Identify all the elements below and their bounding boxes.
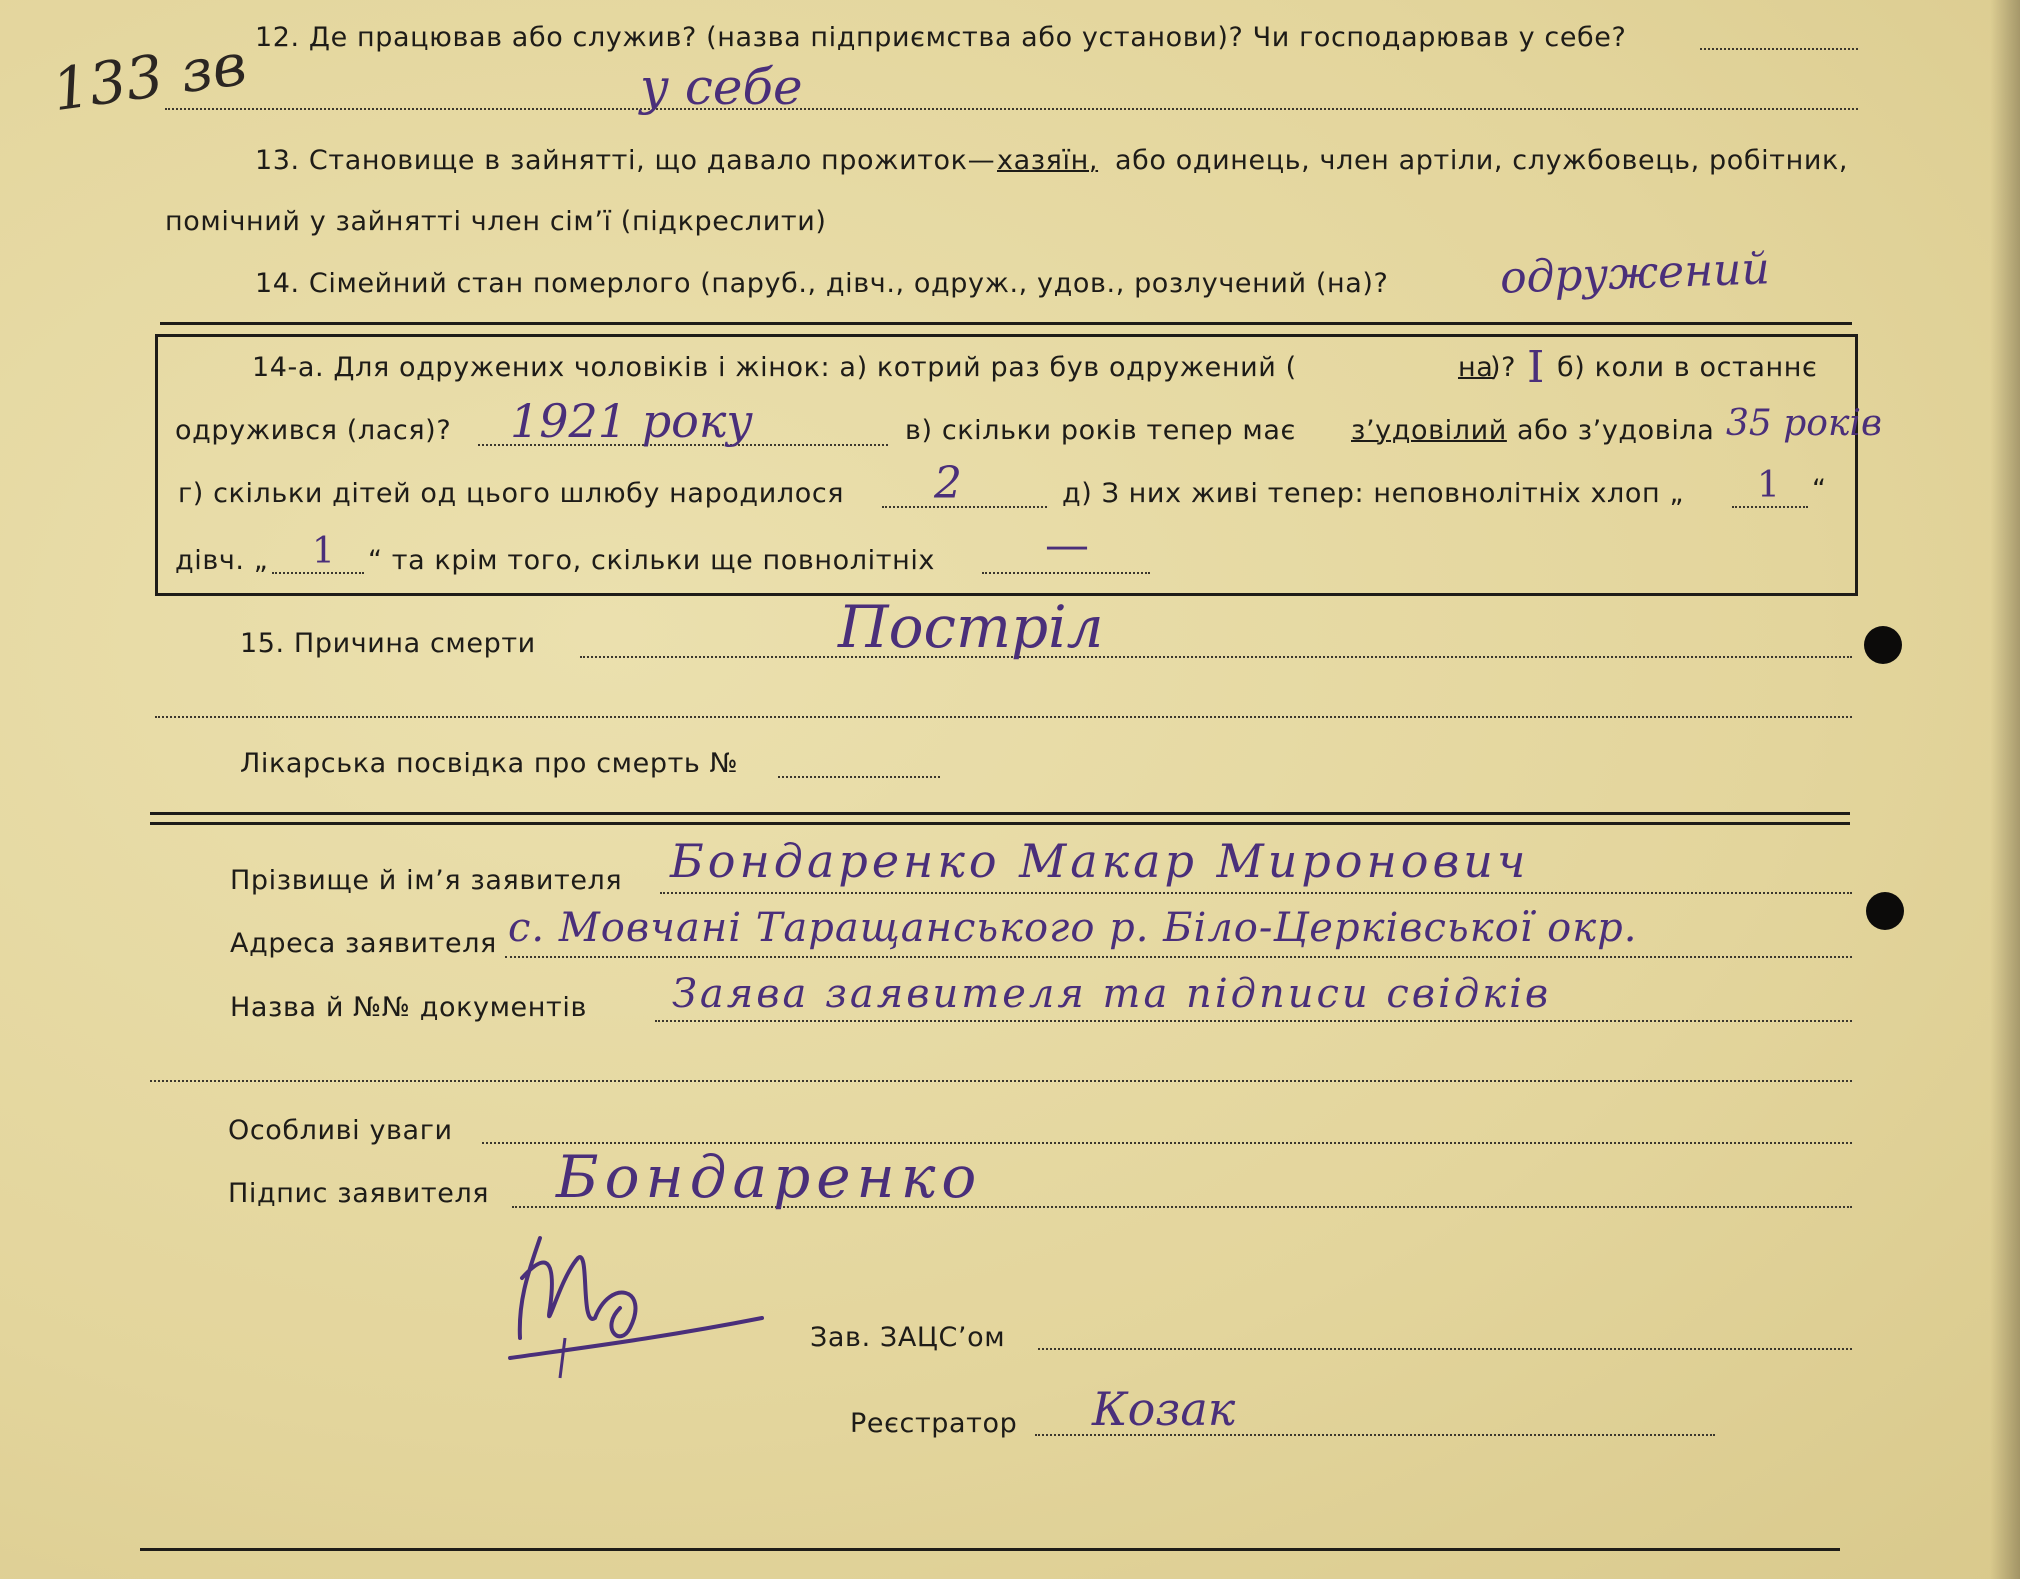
q12-answer: у себе bbox=[640, 58, 803, 116]
rule-bottom bbox=[140, 1548, 1840, 1551]
q14a-line1-underlined: на bbox=[1458, 352, 1494, 383]
applicant-signature-label: Підпис заявителя bbox=[228, 1178, 490, 1209]
applicant-docs-line bbox=[655, 1020, 1852, 1022]
q14a-adults: — bbox=[1045, 520, 1089, 571]
applicant-docs-line-2 bbox=[150, 1080, 1852, 1082]
q14a-line4-label: дівч. „ bbox=[175, 545, 269, 576]
q13-line1-pre: 13. Становище в зайнятті, що давало прожиток— bbox=[255, 145, 996, 176]
q14a-line2-label: одружився (лася)? bbox=[175, 415, 452, 446]
applicant-docs-label: Назва й №№ документів bbox=[230, 992, 587, 1023]
q14a-girls-minor: 1 bbox=[312, 531, 335, 572]
applicant-name-line bbox=[660, 892, 1852, 894]
q15-fill-line-1 bbox=[580, 656, 1852, 658]
applicant-signature: Бондаренко bbox=[556, 1143, 983, 1211]
med-cert-label: Лікарська посвідка про смерть № bbox=[240, 748, 739, 779]
q14a-line2-post: або з’удовіла bbox=[1517, 415, 1715, 446]
applicant-address-label: Адреса заявителя bbox=[230, 928, 497, 959]
punch-hole-icon bbox=[1864, 626, 1902, 664]
q12-question: 12. Де працював або служив? (назва підприємства або установи)? Чи господарював у себе? bbox=[255, 22, 1627, 53]
med-cert-line bbox=[778, 776, 940, 778]
q14a-marriage-year: 1921 року bbox=[510, 394, 753, 448]
applicant-notes-label: Особливі уваги bbox=[228, 1115, 453, 1146]
applicant-docs-value: Заява заявителя та підписи свідків bbox=[672, 971, 1552, 1017]
q14a-boys-minor: 1 bbox=[1757, 465, 1780, 506]
q14a-line4-post: “ та крім того, скільки ще повнолітніх bbox=[368, 545, 936, 576]
q13-line2: помічний у зайнятті член сім’ї (підкреслити) bbox=[165, 206, 827, 237]
q13-line1-post: або одинець, член артіли, службовець, робітник, bbox=[1115, 145, 1849, 176]
applicant-address-value: с. Мовчані Таращанського р. Біло-Церківської окр. bbox=[508, 905, 1638, 951]
registrar-signature: Козак bbox=[1092, 1382, 1236, 1436]
zags-head-line bbox=[1038, 1348, 1852, 1350]
q14a-line1-mid: )? bbox=[1490, 352, 1517, 383]
rule-double-1 bbox=[150, 812, 1850, 815]
q15-answer: Постріл bbox=[838, 593, 1104, 661]
registrar-label: Реєстратор bbox=[850, 1408, 1018, 1439]
official-signature-icon bbox=[500, 1218, 780, 1388]
q12-fill-line-1 bbox=[1700, 48, 1858, 50]
punch-hole-icon bbox=[1866, 892, 1904, 930]
rule-double-2 bbox=[150, 822, 1850, 825]
q14a-line3-post: д) З них живі тепер: неповнолітніх хлоп „ bbox=[1062, 478, 1685, 509]
page-edge-shadow bbox=[1990, 0, 2020, 1579]
q14a-girls-line bbox=[272, 572, 364, 574]
q14a-children-line bbox=[882, 506, 1047, 508]
q14-question: 14. Сімейний стан померлого (паруб., дівч., одруж., удов., розлучений (на)? bbox=[255, 268, 1389, 299]
q14a-close-quote: “ bbox=[1812, 474, 1827, 505]
q14a-line2-mid: в) скільки років тепер має bbox=[905, 415, 1296, 446]
rule-top-14a bbox=[160, 322, 1852, 325]
q15-question: 15. Причина смерти bbox=[240, 628, 536, 659]
q13-underlined-option: хазяїн, bbox=[997, 145, 1099, 176]
archive-number: 133 зв bbox=[48, 29, 251, 125]
q12-fill-line-2 bbox=[165, 108, 1858, 110]
q15-fill-line-2 bbox=[155, 716, 1852, 718]
q14a-years-answer: 35 років bbox=[1726, 403, 1882, 444]
q14a-boys-line bbox=[1732, 506, 1808, 508]
q14a-line2-underlined: з’удовілий bbox=[1351, 415, 1507, 446]
q14-answer: одружений bbox=[1499, 243, 1771, 304]
q14a-children-born: 2 bbox=[934, 458, 962, 509]
applicant-name-value: Бондаренко Макар Миронович bbox=[670, 834, 1530, 888]
q14a-adults-line bbox=[982, 572, 1150, 574]
q14a-line3-label: г) скільки дітей од цього шлюбу народилося bbox=[178, 478, 845, 509]
applicant-name-label: Прізвище й ім’я заявителя bbox=[230, 865, 623, 896]
zags-head-label: Зав. ЗАЦС’ом bbox=[810, 1322, 1006, 1353]
q14a-line1-pre: 14-а. Для одружених чоловіків і жінок: а) котрий раз був одружений ( bbox=[252, 352, 1297, 383]
q14a-line1-post: б) коли в останнє bbox=[1557, 352, 1818, 383]
applicant-address-line bbox=[505, 956, 1852, 958]
q14a-marriage-count: I bbox=[1527, 342, 1545, 393]
